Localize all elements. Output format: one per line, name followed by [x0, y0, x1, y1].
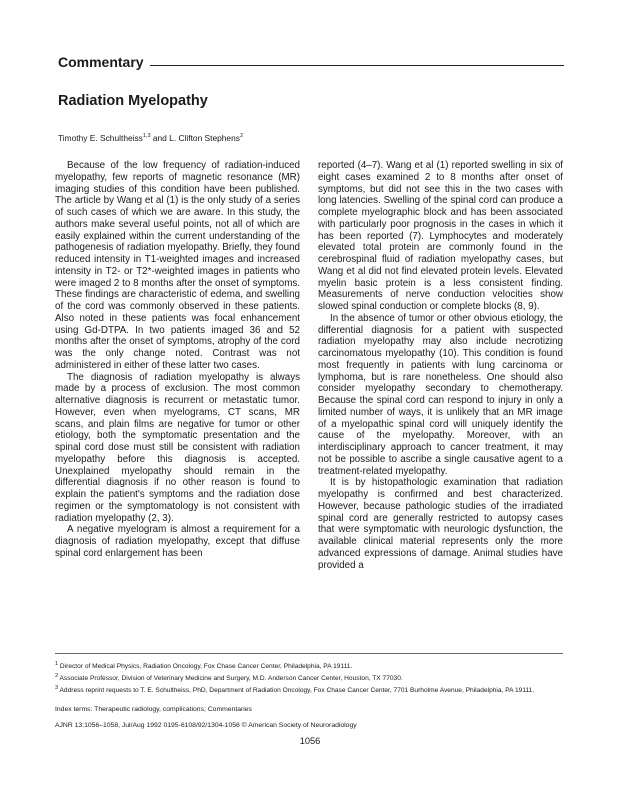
- author-name: L. Clifton Stephens: [169, 133, 240, 143]
- body-paragraph: The diagnosis of radiation myelopathy is always made by a process of exclusion. The most common alternative diagnosis is recurrent or metastatic tumor. However, even when myelograms, CT scans, MR scans, and plain films are negative for tumor or other etiology, both the symptomatic presentation and the spinal cord dose must still be consistent with radiation myelopathy before this diagnosis is accepted. Unexplained myelopathy should remain in the differential diagnosis if no other reason is found to explain the patient's symptoms and the radiation dose regimen or the symptomatology is not consistent with radiation myelopathy (2, 3).: [55, 371, 300, 524]
- section-header: [58, 49, 564, 69]
- author-affiliation-marker: 1,3: [142, 133, 151, 140]
- body-paragraph: A negative myelogram is almost a requirement for a diagnosis of radiation myelopathy, except that diffuse spinal cord enlargement has been: [55, 524, 300, 559]
- index-terms-label: Index terms:: [55, 706, 93, 713]
- author-affiliation-marker: 2: [239, 133, 244, 140]
- author-name: Timothy E. Schultheiss: [58, 133, 143, 143]
- right-column: [318, 160, 563, 571]
- footnote: [55, 660, 565, 672]
- article-title: Radiation Myelopathy: [58, 93, 208, 109]
- footnote-text: Address reprint requests to T. E. Schultheiss, PhD, Department of Radiation Oncology, Fox Chase Cancer Center, 7701 Burholme Avenue, Philadelphia, PA 19111.: [59, 687, 535, 695]
- index-terms-value: Therapeutic radiology, complications; Commentaries: [94, 706, 252, 713]
- body-paragraph: It is by histopathologic examination that radiation myelopathy is confirmed and best characterized. However, because pathologic studies of the irradiated spinal cord are generally restricted to autopsy cases that were symptomatic with neurologic dysfunction, the available clinical material represents only the more advanced expressions of damage. Animal studies have provided a: [318, 477, 563, 571]
- section-label: Commentary: [58, 54, 144, 70]
- left-column: [55, 160, 300, 560]
- index-terms: [55, 706, 252, 713]
- footnote-text: Director of Medical Physics, Radiation Oncology, Fox Chase Cancer Center, Philadelphia, PA 19111.: [59, 663, 353, 671]
- section-rule: [150, 65, 564, 66]
- author-separator: and: [150, 133, 170, 143]
- body-paragraph: Because of the low frequency of radiation-induced myelopathy, few reports of magnetic resonance (MR) imaging studies of this condition have been published. The article by Wang et al (1) is the only study of a series of such cases of which we are aware. In this study, the authors make several useful points, not all of which are easily explained within the current understanding of the pathogenesis of radiation myelopathy. Briefly, they found reduced intensity in T1-weighted images and increased intensity in T2- or T2*-weighted images in patients who were imaged 2 to 8 months after the onset of symptoms. These findings are characteristic of edema, and swelling of the cord was commonly observed in these patients. Also noted in these patients was focal enhancement using Gd-DTPA. In two patients imaged 36 and 52 months after the onset of symptoms, atrophy of the cord was the only change noted. Contrast was not administered in either of these latter two cases.: [55, 160, 300, 371]
- footnote-number: 3: [55, 684, 59, 691]
- author-line: [58, 133, 243, 143]
- body-paragraph: In the absence of tumor or other obvious etiology, the differential diagnosis for a patient with suspected radiation myelopathy may also include necrotizing carcinomatous myelopathy (10). This condition is found most frequently in patients with lung carcinoma or lymphoma, but is rare nonetheless. One should also consider myelopathy secondary to chemotherapy. Because the spinal cord can respond to injury in only a limited number of ways, it is unlikely that an MR image of a myelopathic spinal cord will uniquely identify the cause of the myelopathy. Moreover, with an interdisciplinary approach to cancer treatment, it may not be possible to ascribe a single causative agent to a treatment-related myelopathy.: [318, 312, 563, 477]
- footnote-divider: [55, 653, 563, 654]
- footnotes: [55, 660, 565, 696]
- footnote-text: Associate Professor, Division of Veterinary Medicine and Surgery, M.D. Anderson Cancer Center, Houston, TX 77030.: [59, 675, 403, 683]
- footnote-number: 1: [55, 661, 59, 667]
- footnote-number: 2: [55, 672, 59, 679]
- footnote: [55, 684, 565, 696]
- journal-citation: AJNR 13:1056–1058, Jul/Aug 1992 0195-6108/92/1304-1056 © American Society of Neuroradiology: [55, 722, 357, 729]
- footnote: [55, 672, 565, 684]
- body-paragraph: reported (4–7). Wang et al (1) reported swelling in six of eight cases examined 2 to 8 months after onset of symptoms, but did not see this in the two cases with long latencies. Swelling of the spinal cord can produce a complete myelographic block and has been associated with particularly poor prognosis in the cases in which it has been reported (7). Lymphocytes and moderately elevated total protein are commonly found in the cerebrospinal fluid of radiation myelopathy cases, but Wang et al did not find elevated protein levels. Elevated myelin basic protein is a less consistent finding. Measurements of nerve conduction velocities show slowed spinal conduction or complete blocks (8, 9).: [318, 160, 563, 312]
- page-number: 1056: [299, 736, 321, 746]
